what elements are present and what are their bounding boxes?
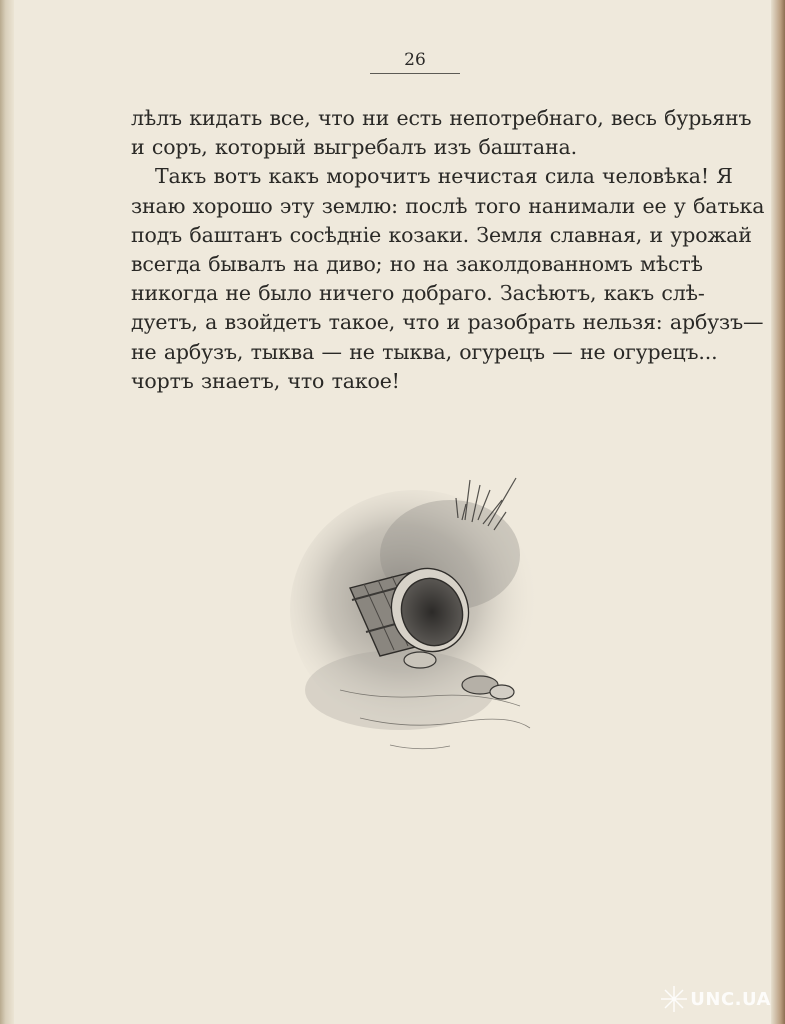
text-line: всегда бывалъ на диво; но на заколдованномъ мѣстѣ (131, 252, 703, 277)
body-text (131, 104, 765, 396)
page-number: 26 (404, 50, 426, 70)
page-number-rule (370, 73, 460, 74)
page-edge-left (0, 0, 14, 1024)
text-line: знаю хорошо эту землю: послѣ того нанимали ее у батька (131, 193, 765, 218)
text-line: Такъ вотъ какъ морочитъ нечистая сила человѣка! Я (155, 164, 733, 189)
text-line: и соръ, который выгребалъ изъ баштана. (131, 135, 577, 160)
text-line: дуетъ, а взойдетъ такое, что и разобрать нельзя: арбузъ— (131, 310, 764, 335)
text-line: подъ баштанъ сосѣдніе козаки. Земля славная, и урожай (131, 222, 752, 247)
text-line: лѣлъ кидать все, что ни есть непотребнаго, весь бурьянъ (131, 106, 752, 130)
text-line: не арбузъ, тыква — не тыква, огурецъ — не огурецъ... (131, 339, 718, 364)
watermark-star-icon (659, 984, 689, 1014)
page-edge-right (771, 0, 785, 1024)
watermark: UNC.UA (690, 989, 771, 1010)
text-line: никогда не было ничего добраго. Засѣютъ, какъ слѣ- (131, 281, 705, 306)
text-line: чортъ знаетъ, что такое! (131, 368, 400, 393)
bucket-illustration (280, 460, 550, 780)
